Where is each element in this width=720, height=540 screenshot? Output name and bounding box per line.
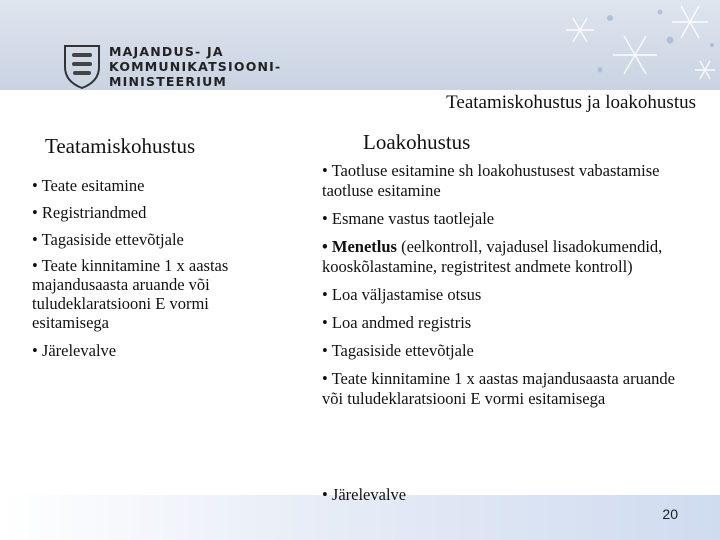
- ministry-logo: [62, 43, 302, 93]
- left-heading: Teatamiskohustus: [45, 134, 196, 158]
- list-item: • Taotluse esitamine sh loakohustusest vabastamise taotluse esitamine: [322, 161, 660, 200]
- list-item: • Teate esitamine: [32, 176, 145, 195]
- list-item: • Loa andmed registris: [322, 313, 472, 332]
- list-item: • Teate kinnitamine 1 x aastas majandusaasta aruande või tuludeklaratsiooni E vormi esitamisega: [32, 256, 229, 332]
- right-heading: Loakohustus: [363, 130, 471, 154]
- list-item: • Registriandmed: [32, 203, 147, 222]
- right-list: [322, 161, 694, 409]
- list-item: • Järelevalve: [32, 341, 117, 360]
- logo-text-line2: KOMMUNIKATSIOONI-: [109, 59, 282, 74]
- logo-text-line3: MINISTEERIUM: [109, 74, 228, 89]
- list-item: • Teate kinnitamine 1 x aastas majandusaasta aruande või tuludeklaratsiooni E vormi esitamisega: [322, 369, 675, 408]
- right-column: [322, 130, 694, 417]
- list-item: • Loa väljastamise otsus: [322, 285, 482, 304]
- menetlus-text: (eelkontroll, vajadusel lisadokumendid, kooskõlastamine, registritest andmete kontroll): [322, 237, 663, 276]
- slide-title: Teatamiskohustus ja loakohustus: [446, 92, 696, 113]
- list-item: [322, 237, 694, 277]
- menetlus-label: • Menetlus: [322, 237, 397, 256]
- snowflake-decoration: [540, 0, 720, 90]
- left-list: [32, 173, 277, 363]
- logo-text-line1: MAJANDUS- JA: [109, 44, 224, 59]
- list-item: • Tagasiside ettevõtjale: [32, 230, 184, 249]
- left-column: [32, 134, 277, 365]
- page-number: 20: [662, 506, 678, 522]
- list-item: • Esmane vastus taotlejale: [322, 209, 495, 228]
- list-item: • Tagasiside ettevõtjale: [322, 341, 474, 360]
- three-lions-crest-icon: [62, 43, 102, 89]
- list-item: • Järelevalve: [322, 485, 407, 504]
